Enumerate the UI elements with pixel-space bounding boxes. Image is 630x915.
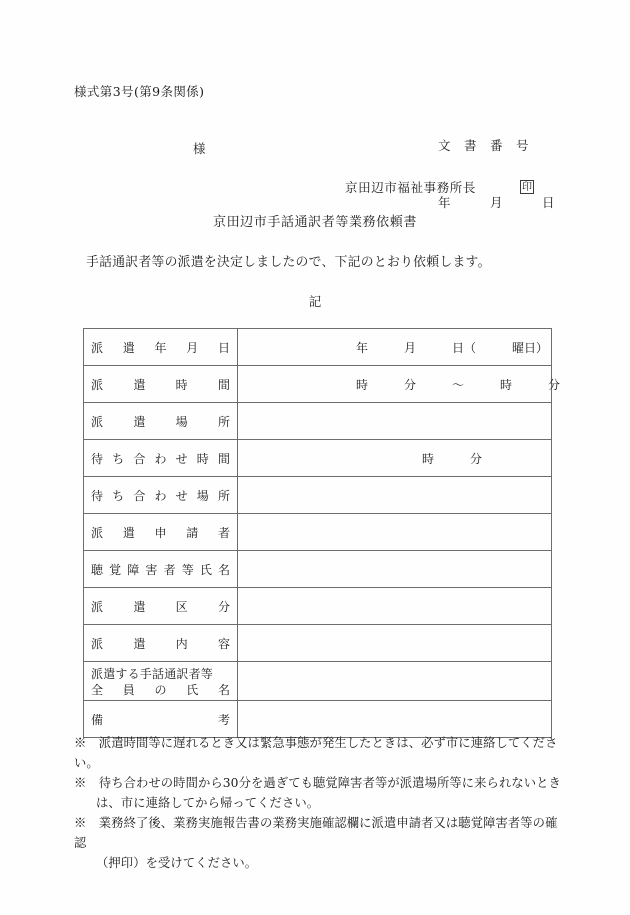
row-label-line1: 派遣する手話通訳者等	[91, 666, 214, 681]
footnote: ※ 業務終了後、業務実施報告書の業務実施確認欄に派遣申請者又は聴覚障害者等の確認	[74, 816, 558, 850]
row-label	[84, 366, 238, 403]
table-row	[84, 329, 552, 366]
table-body	[84, 329, 561, 738]
form-number: 様式第3号(第9条関係)	[74, 84, 205, 99]
row-value-cell[interactable]	[238, 701, 552, 738]
row-value-cell[interactable]	[238, 662, 552, 701]
footnotes-block	[74, 733, 564, 873]
row-label	[84, 403, 238, 440]
row-label	[84, 701, 238, 738]
row-label	[84, 329, 238, 366]
table-row	[84, 403, 552, 440]
document-number-label: 文 書 番 号	[437, 138, 529, 153]
table-row	[84, 366, 552, 403]
table-row	[84, 551, 552, 588]
request-details-table	[83, 328, 561, 738]
table-row	[84, 625, 552, 662]
row-label-chars: 聴 覚 障 害 者 等 氏 名	[91, 562, 230, 577]
table-row	[84, 514, 552, 551]
issuer-name: 京田辺市福祉事務所長	[345, 180, 477, 195]
table-row	[84, 662, 552, 701]
row-label-chars: 派 遣 時 間	[91, 377, 230, 392]
row-label-chars: 全 員 の 氏 名	[91, 682, 230, 697]
row-label	[84, 440, 238, 477]
document-title: 京田辺市手話通訳者等業務依頼書	[212, 215, 417, 230]
row-value-cell[interactable]	[238, 625, 552, 662]
table-row	[84, 588, 552, 625]
row-label-chars: 備 考	[91, 712, 230, 727]
row-value-cell[interactable]	[238, 551, 552, 588]
row-label	[84, 514, 238, 551]
row-label	[84, 662, 238, 701]
row-value-text: 年 月 日（ 曜日）	[356, 340, 549, 355]
row-value-text: 時 分 ～ 時 分	[356, 377, 561, 392]
row-label	[84, 551, 238, 588]
row-label	[84, 477, 238, 514]
row-value-cell[interactable]	[238, 329, 552, 366]
lead-paragraph: 手話通訳者等の派遣を決定しましたので、下記のとおり依頼します。	[86, 255, 491, 270]
row-value-cell[interactable]	[238, 403, 552, 440]
seal-stamp-icon: 印	[522, 182, 533, 193]
row-label-chars: 派 遣 内 容	[91, 636, 230, 651]
row-value-cell[interactable]	[238, 440, 552, 477]
addressee-honorific: 様	[193, 141, 206, 156]
table-row	[84, 477, 552, 514]
row-label	[84, 625, 238, 662]
footnote: ※ 待ち合わせの時間から30分を過ぎても聴覚障害者等が派遣場所等に来られないとき	[74, 776, 561, 790]
footnote-continuation: は、市に連絡してから帰ってください。	[96, 796, 320, 810]
row-label-chars: 派 遣 年 月 日	[91, 340, 230, 355]
row-value-cell[interactable]	[238, 477, 552, 514]
row-value-cell[interactable]	[238, 366, 561, 403]
row-label-chars: 派 遣 申 請 者	[91, 525, 230, 540]
footnote: ※ 派遣時間等に遅れるとき又は緊急事態が発生したときは、必ず市に連絡してください。	[74, 736, 558, 770]
footnote-continuation: （押印）を受けてください。	[96, 856, 258, 870]
row-label-chars: 待 ち 合 わ せ 時 間	[91, 451, 230, 466]
row-label-chars: 派 遣 区 分	[91, 599, 230, 614]
issuer-line	[345, 178, 534, 196]
row-label	[84, 588, 238, 625]
table-row	[84, 701, 552, 738]
row-value-cell[interactable]	[238, 588, 552, 625]
row-label-chars: 待 ち 合 わ せ 場 所	[91, 488, 230, 503]
row-value-text: 時 分	[422, 451, 483, 466]
row-value-cell[interactable]	[238, 514, 552, 551]
row-label-chars: 派 遣 場 所	[91, 414, 230, 429]
document-date-label: 年 月 日	[437, 195, 555, 210]
table-row	[84, 440, 552, 477]
ki-marker: 記	[308, 294, 322, 309]
